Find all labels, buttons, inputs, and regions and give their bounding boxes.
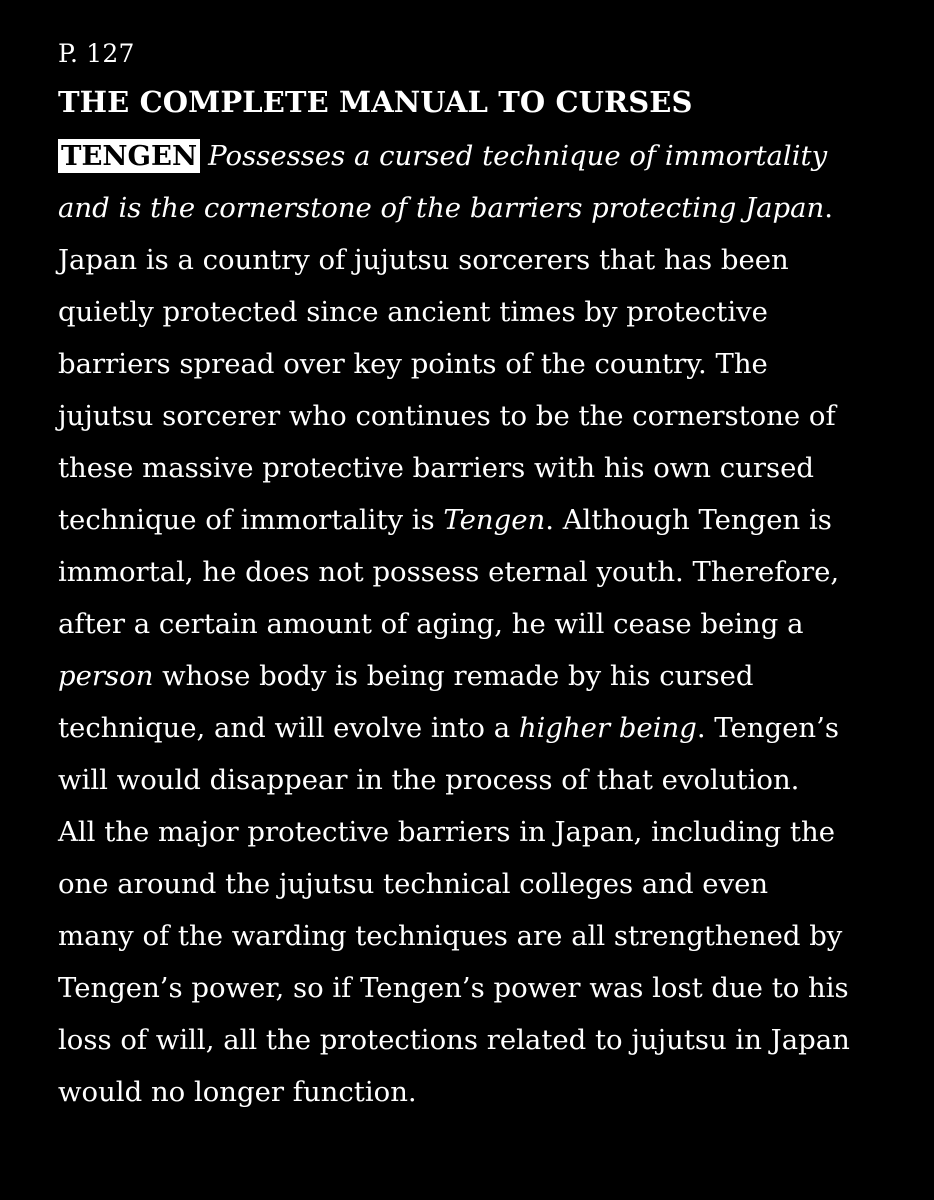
body-text: All the major protective barriers in Japan, including the xyxy=(58,816,835,848)
body-text: whose body is being remade by his cursed xyxy=(153,660,754,692)
body-text: after a certain amount of aging, he will cease being a xyxy=(58,608,804,640)
entry-line xyxy=(58,1066,876,1118)
body-text: Tengen’s power, so if Tengen’s power was lost due to his xyxy=(58,972,849,1004)
entry-line xyxy=(58,286,876,338)
entry-line xyxy=(58,234,876,286)
body-text: . xyxy=(824,192,833,224)
page-number: P. 127 xyxy=(58,39,135,68)
body-text: immortal, he does not possess eternal youth. Therefore, xyxy=(58,556,840,588)
body-text: quietly protected since ancient times by protective xyxy=(58,296,768,328)
entry-body xyxy=(58,130,876,1118)
body-text: technique, and will evolve into a xyxy=(58,712,519,744)
body-text: loss of will, all the protections related to jujutsu in Japan xyxy=(58,1024,850,1056)
body-text: . Tengen’s xyxy=(696,712,839,744)
body-text: one around the jujutsu technical colleges and even xyxy=(58,868,769,900)
body-text: technique of immortality is xyxy=(58,504,444,536)
entry-line xyxy=(58,338,876,390)
body-text: Japan is a country of jujutsu sorcerers that has been xyxy=(58,244,789,276)
entry-line xyxy=(58,598,876,650)
entry-line xyxy=(58,702,876,754)
body-text: these massive protective barriers with his own cursed xyxy=(58,452,814,484)
manual-title: THE COMPLETE MANUAL TO CURSES xyxy=(58,85,693,119)
body-text: . Although Tengen is xyxy=(545,504,832,536)
body-text: barriers spread over key points of the country. The xyxy=(58,348,768,380)
body-text: jujutsu sorcerer who continues to be the cornerstone of xyxy=(58,400,836,432)
body-text: many of the warding techniques are all strengthened by xyxy=(58,920,843,952)
entry-line xyxy=(58,494,876,546)
entry-term-label: TENGEN xyxy=(58,139,200,173)
italic-text: Possesses a cursed technique of immortality xyxy=(208,140,828,172)
entry-line xyxy=(58,1014,876,1066)
entry-line xyxy=(58,130,876,182)
entry-line xyxy=(58,650,876,702)
entry-line xyxy=(58,546,876,598)
body-text: will would disappear in the process of that evolution. xyxy=(58,764,800,796)
entry-line xyxy=(58,182,876,234)
entry-line xyxy=(58,910,876,962)
italic-text: Tengen xyxy=(443,504,546,536)
italic-text: higher being xyxy=(518,712,697,744)
entry-line xyxy=(58,754,876,806)
body-text: would no longer function. xyxy=(58,1076,417,1108)
entry-line xyxy=(58,442,876,494)
entry-line xyxy=(58,858,876,910)
entry-line xyxy=(58,806,876,858)
italic-text: person xyxy=(58,660,154,692)
entry-line xyxy=(58,390,876,442)
italic-text: and is the cornerstone of the barriers protecting Japan xyxy=(58,192,825,224)
entry-line xyxy=(58,962,876,1014)
